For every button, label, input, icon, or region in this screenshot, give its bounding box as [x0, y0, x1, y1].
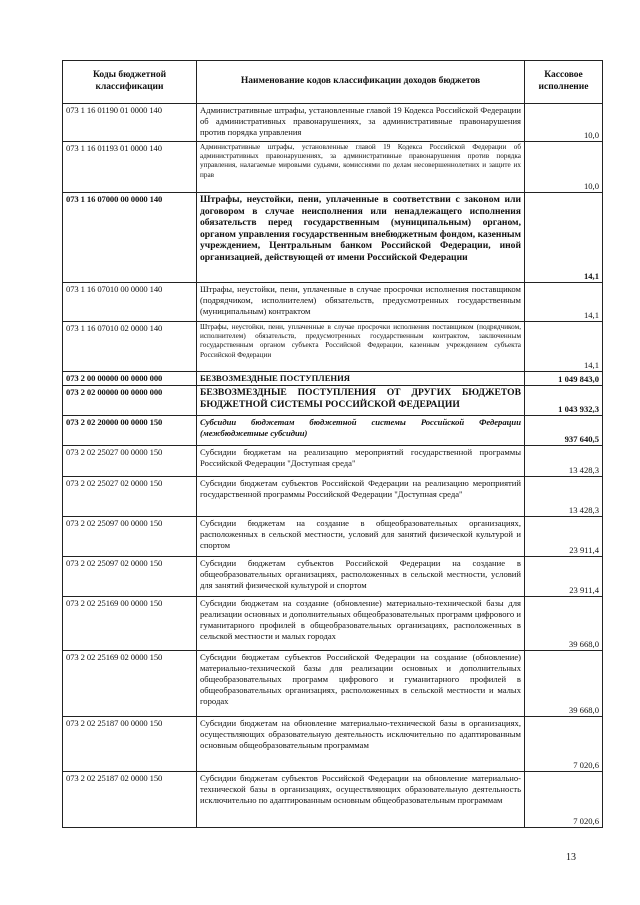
- row-amount: 10,0: [525, 142, 603, 193]
- table-row: [63, 557, 603, 597]
- table-row: [63, 416, 603, 446]
- header-code: Коды бюджетной классификации: [63, 61, 197, 104]
- row-amount: 14,1: [525, 322, 603, 372]
- row-code: 073 2 02 00000 00 0000 000: [63, 386, 197, 416]
- row-amount: 23 911,4: [525, 557, 603, 597]
- row-code: 073 2 02 25027 00 0000 150: [63, 446, 197, 477]
- row-amount: 10,0: [525, 104, 603, 142]
- budget-revenue-table: [62, 60, 603, 828]
- row-amount: 14,1: [525, 193, 603, 283]
- table-row: [63, 772, 603, 828]
- table-row: [63, 104, 603, 142]
- row-name: Субсидии бюджетам субъектов Российской Федерации на создание (обновление) материально-технической базы для реализации основных и дополнительных общеобразовательных программ цифрового и гуманитарного профилей в общеобразовательных организациях, расположенных в сельской местности и малых городах: [197, 651, 525, 717]
- row-name: Административные штрафы, установленные главой 19 Кодекса Российской Федерации об административных правонарушениях, за административные правонарушения против порядка управления: [197, 104, 525, 142]
- table-row: [63, 142, 603, 193]
- table-row: [63, 597, 603, 651]
- row-amount: 7 020,6: [525, 717, 603, 772]
- row-code: 073 2 02 25169 02 0000 150: [63, 651, 197, 717]
- row-code: 073 2 02 20000 00 0000 150: [63, 416, 197, 446]
- row-code: 073 2 00 00000 00 0000 000: [63, 372, 197, 386]
- row-code: 073 1 16 07010 02 0000 140: [63, 322, 197, 372]
- row-name: Субсидии бюджетам субъектов Российской Федерации на создание в общеобразовательных организациях, расположенных в сельской местности, условий для занятий физической культурой и спортом: [197, 557, 525, 597]
- row-amount: 1 043 932,3: [525, 386, 603, 416]
- table-row: [63, 322, 603, 372]
- row-amount: 7 020,6: [525, 772, 603, 828]
- row-name: Субсидии бюджетам на обновление материально-технической базы в организациях, осуществляющих образовательную деятельность исключительно по адаптированным основным общеобразовательным программам: [197, 717, 525, 772]
- row-code: 073 2 02 25097 00 0000 150: [63, 517, 197, 557]
- row-code: 073 1 16 07010 00 0000 140: [63, 283, 197, 322]
- table-row: [63, 651, 603, 717]
- budget-report-page: [62, 60, 602, 828]
- table-row: [63, 193, 603, 283]
- table-row: [63, 446, 603, 477]
- table-header-row: [63, 61, 603, 104]
- row-name: БЕЗВОЗМЕЗДНЫЕ ПОСТУПЛЕНИЯ: [197, 372, 525, 386]
- row-amount: 39 668,0: [525, 651, 603, 717]
- row-amount: 13 428,3: [525, 477, 603, 517]
- row-amount: 13 428,3: [525, 446, 603, 477]
- row-code: 073 1 16 07000 00 0000 140: [63, 193, 197, 283]
- row-code: 073 2 02 25169 00 0000 150: [63, 597, 197, 651]
- table-row: [63, 372, 603, 386]
- row-name: БЕЗВОЗМЕЗДНЫЕ ПОСТУПЛЕНИЯ ОТ ДРУГИХ БЮДЖЕТОВ БЮДЖЕТНОЙ СИСТЕМЫ РОССИЙСКОЙ ФЕДЕРАЦИИ: [197, 386, 525, 416]
- table-row: [63, 517, 603, 557]
- header-amount: Кассовое исполнение: [525, 61, 603, 104]
- page-number: 13: [566, 852, 576, 863]
- table-row: [63, 283, 603, 322]
- row-amount: 937 640,5: [525, 416, 603, 446]
- row-name: Субсидии бюджетам субъектов Российской Федерации на обновление материально-технической базы в организациях, осуществляющих образовательную деятельность исключительно по адаптированным основным общеобразовательным программам: [197, 772, 525, 828]
- row-code: 073 2 02 25187 00 0000 150: [63, 717, 197, 772]
- row-code: 073 1 16 01193 01 0000 140: [63, 142, 197, 193]
- header-name: Наименование кодов классификации доходов бюджетов: [197, 61, 525, 104]
- row-code: 073 2 02 25187 02 0000 150: [63, 772, 197, 828]
- table-row: [63, 386, 603, 416]
- row-code: 073 2 02 25027 02 0000 150: [63, 477, 197, 517]
- row-name: Штрафы, неустойки, пени, уплаченные в случае просрочки исполнения поставщиком (подрядчиком, исполнителем) обязательств, предусмотренных государственным (муниципальным) контрактом: [197, 283, 525, 322]
- row-name: Субсидии бюджетам субъектов Российской Федерации на реализацию мероприятий государственной программы Российской Федерации "Доступная среда": [197, 477, 525, 517]
- row-name: Субсидии бюджетам бюджетной системы Российской Федерации (межбюджетные субсидии): [197, 416, 525, 446]
- row-code: 073 1 16 01190 01 0000 140: [63, 104, 197, 142]
- row-name: Субсидии бюджетам на реализацию мероприятий государственной программы Российской Федерации "Доступная среда": [197, 446, 525, 477]
- table-row: [63, 477, 603, 517]
- row-amount: 1 049 843,0: [525, 372, 603, 386]
- row-amount: 39 668,0: [525, 597, 603, 651]
- table-row: [63, 717, 603, 772]
- row-name: Штрафы, неустойки, пени, уплаченные в соответствии с законом или договором в случае неисполнения или ненадлежащего исполнения обязательств перед государственным (муниципальным) органом, органом управления государственным внебюджетным фондом, казенным учреждением, Центральным банком Российской Федерации, иной организацией, действующей от имени Российской Федерации: [197, 193, 525, 283]
- row-name: Субсидии бюджетам на создание (обновление) материально-технической базы для реализации основных и дополнительных общеобразовательных программ цифрового и гуманитарного профилей в общеобразовательных организациях, расположенных в сельской местности и малых городах: [197, 597, 525, 651]
- row-code: 073 2 02 25097 02 0000 150: [63, 557, 197, 597]
- row-name: Субсидии бюджетам на создание в общеобразовательных организациях, расположенных в сельской местности, условий для занятий физической культурой и спортом: [197, 517, 525, 557]
- row-amount: 23 911,4: [525, 517, 603, 557]
- row-amount: 14,1: [525, 283, 603, 322]
- row-name: Административные штрафы, установленные главой 19 Кодекса Российской Федерации об административных правонарушениях, за административные правонарушения против порядка управления, налагаемые мировыми судьями, комиссиями по делам несовершеннолетних и защите их прав: [197, 142, 525, 193]
- row-name: Штрафы, неустойки, пени, уплаченные в случае просрочки исполнения поставщиком (подрядчиком, исполнителем) обязательств, предусмотренных государственным контрактом, заключенным государственным органом субъекта Российской Федерации, казенным учреждением субъекта Российской Федерации: [197, 322, 525, 372]
